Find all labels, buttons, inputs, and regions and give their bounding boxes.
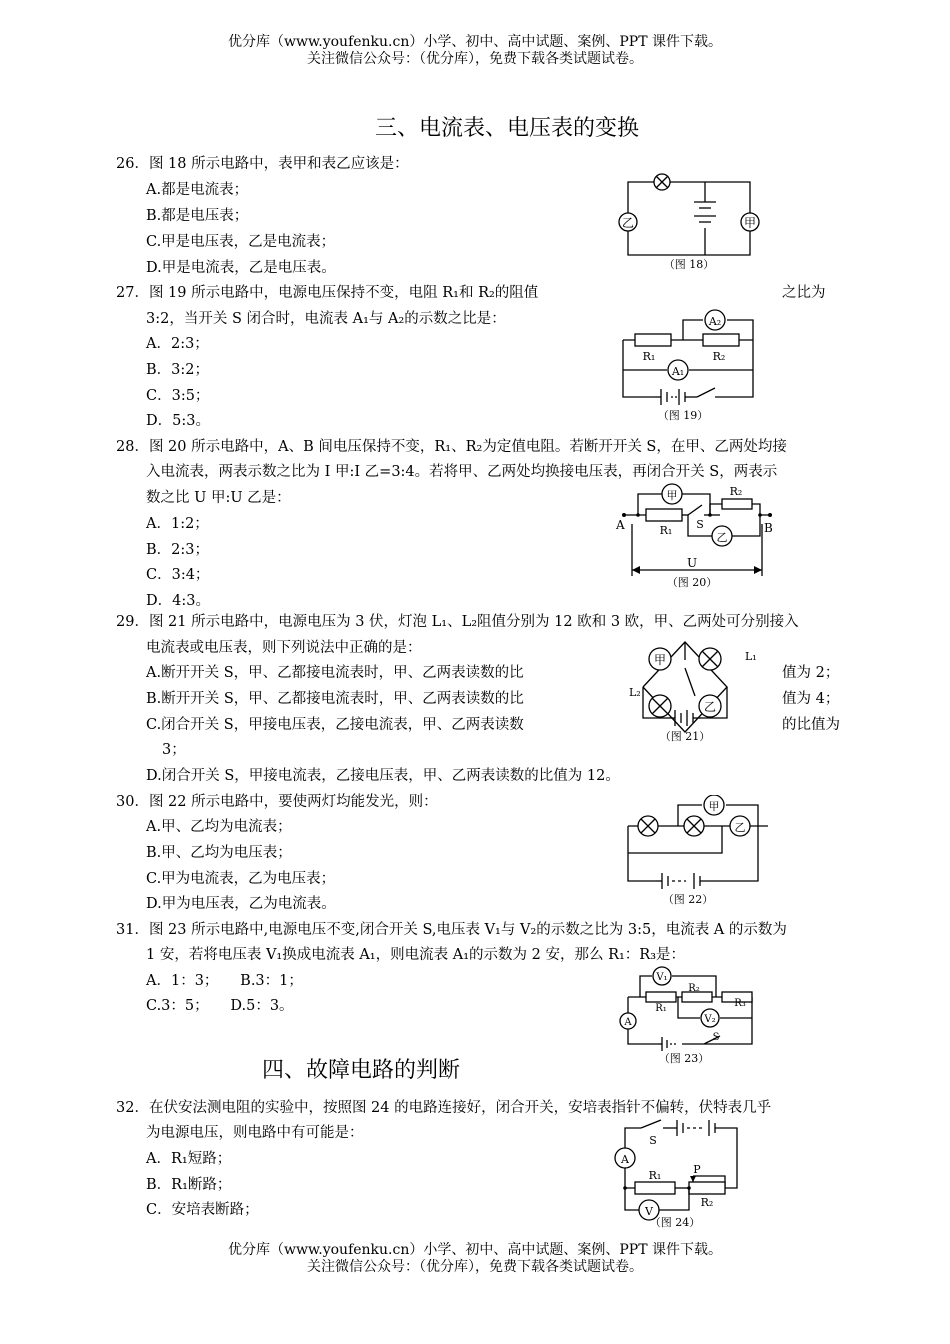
q29-option-a: A.断开开关 S，甲、乙都接电流表时，甲、乙两表读数的比 <box>146 665 524 681</box>
q30-option-a: A.甲、乙均为电流表； <box>146 819 292 835</box>
fig21-yi-label: 乙 <box>703 700 717 714</box>
fig23-r3-label: R₃ <box>734 998 746 1009</box>
fig24-caption: （图 24） <box>649 1216 701 1228</box>
q32-option-a: A．R₁短路； <box>146 1151 232 1167</box>
q31-stem-2: 1 安，若将电压表 V₁换成电流表 A₁，则电流表 A₁的示数为 2 安，那么 R₁：R₃是： <box>146 947 686 963</box>
fig20-b-label: B <box>764 521 773 535</box>
q31-options-ab: A．1：3； B.3：1； <box>146 973 303 989</box>
q29-stem-2: 电流表或电压表，则下列说法中正确的是： <box>146 640 422 656</box>
q30-option-b: B.甲、乙均为电压表； <box>146 845 292 861</box>
q32-stem-2: 为电源电压，则电路中有可能是： <box>146 1125 364 1141</box>
footer-line-2: 关注微信公众号：（优分库），免费下载各类试题试卷。 <box>307 1259 643 1275</box>
q29-stem-1: 29．图 21 所示电路中，电源电压为 3 伏，灯泡 L₁、L₂阻值分别为 12 欧和 3 欧，甲、乙两处可分别接入 <box>116 614 799 630</box>
q29-option-a-tail: 值为 2； <box>782 665 840 681</box>
fig20-u-label: U <box>686 556 698 570</box>
q26-option-a: A.都是电流表； <box>146 182 249 198</box>
fig18-jia-label: 甲 <box>743 216 757 230</box>
fig24-s-label: S <box>649 1134 657 1147</box>
q28-stem-2: 入电流表，两表示数之比为 I 甲:I 乙=3:4。若将甲、乙两处均换接电压表，再闭合开关 S，两表示 <box>146 464 778 480</box>
fig21-jia-label: 甲 <box>653 653 667 667</box>
fig24-a-label: A <box>621 1153 629 1166</box>
fig23-r2-label: R₂ <box>688 983 700 994</box>
q32-option-b: B．R₁断路； <box>146 1177 232 1193</box>
q31-options-cd: C.3：5； D.5：3。 <box>146 998 294 1014</box>
q30-option-d: D.甲为电压表，乙为电流表。 <box>146 896 336 912</box>
q26-stem: 26．图 18 所示电路中，表甲和表乙应该是： <box>116 156 409 172</box>
figure-24 <box>605 1118 755 1228</box>
fig20-r1-label: R₁ <box>659 524 673 537</box>
figure-19 <box>615 305 765 423</box>
fig21-caption: （图 21） <box>659 730 711 742</box>
fig22-yi-label: 乙 <box>734 821 746 834</box>
fig18-caption: （图 18） <box>663 258 715 270</box>
fig23-caption: （图 23） <box>658 1052 710 1064</box>
fig24-v-label: V <box>645 1205 653 1218</box>
q26-option-b: B.都是电压表； <box>146 208 249 224</box>
figure-22 <box>618 795 778 905</box>
q29-option-c-tail: 的比值为 <box>782 717 840 733</box>
header-line-1: 优分库（www.youfenku.cn）小学、初中、高中试题、案例、PPT 课件下载。 <box>227 34 722 50</box>
q29-option-c: C.闭合开关 S，甲接电压表，乙接电流表，甲、乙两表读数 <box>146 717 524 733</box>
fig20-a-label: A <box>616 518 625 532</box>
q32-option-c: C．安培表断路； <box>146 1202 259 1218</box>
section-title-4: 四、故障电路的判断 <box>262 1058 461 1083</box>
q29-option-d: D.闭合开关 S，甲接电流表，乙接电压表，甲、乙两表读数的比值为 12。 <box>146 768 620 784</box>
fig24-p-label: P <box>693 1163 701 1176</box>
fig18-yi-label: 乙 <box>621 216 635 230</box>
fig20-s-label: S <box>696 518 704 531</box>
q27-option-a: A．2:3； <box>146 336 209 352</box>
fig20-jia-label: 甲 <box>666 489 678 502</box>
fig23-v1-label: V₁ <box>656 972 668 983</box>
q28-option-d: D．4:3。 <box>146 593 210 609</box>
fig22-caption: （图 22） <box>662 893 714 905</box>
figure-20 <box>610 480 785 590</box>
header-line-2: 关注微信公众号：（优分库），免费下载各类试题试卷。 <box>307 51 643 67</box>
q29-option-c-end: 3； <box>162 742 186 758</box>
fig22-jia-label: 甲 <box>708 800 720 813</box>
q27-option-b: B．3:2； <box>146 362 209 378</box>
q32-stem-1: 32．在伏安法测电阻的实验中，按照图 24 的电路连接好，闭合开关，安培表指针不偏转，伏特表几乎 <box>116 1100 772 1116</box>
fig19-a1-label: A₁ <box>671 365 685 378</box>
fig19-r2-label: R₂ <box>712 350 726 363</box>
figure-21 <box>615 632 775 742</box>
q27-stem-1b: 之比为 <box>782 285 826 301</box>
q26-option-d: D.甲是电流表，乙是电压表。 <box>146 260 336 276</box>
q30-option-c: C.甲为电流表，乙为电压表； <box>146 871 336 887</box>
q27-stem-2: 3:2，当开关 S 闭合时，电流表 A₁与 A₂的示数之比是： <box>146 311 506 327</box>
q27-option-c: C．3:5； <box>146 388 210 404</box>
q30-stem: 30．图 22 所示电路中，要使两灯均能发光，则： <box>116 794 438 810</box>
fig24-r2-label: R₂ <box>700 1196 714 1209</box>
q26-option-c: C.甲是电压表，乙是电流表； <box>146 234 336 250</box>
fig19-r1-label: R₁ <box>642 350 656 363</box>
fig20-caption: （图 20） <box>666 576 718 589</box>
q27-stem-1: 27．图 19 所示电路中，电源电压保持不变，电阻 R₁和 R₂的阻值 <box>116 285 539 301</box>
fig20-r2-label: R₂ <box>729 485 743 498</box>
footer-line-1: 优分库（www.youfenku.cn）小学、初中、高中试题、案例、PPT 课件下载。 <box>227 1242 722 1258</box>
fig19-caption: （图 19） <box>657 409 709 422</box>
q29-option-b: B.断开开关 S，甲、乙都接电流表时，甲、乙两表读数的比 <box>146 691 524 707</box>
fig24-r1-label: R₁ <box>648 1169 662 1182</box>
q28-option-b: B．2:3； <box>146 542 209 558</box>
q28-option-c: C．3:4； <box>146 567 210 583</box>
q27-option-d: D．5:3。 <box>146 413 210 429</box>
fig23-a-label: A <box>624 1017 632 1028</box>
section-title-3: 三、电流表、电压表的变换 <box>374 116 639 141</box>
fig23-r1-label: R₁ <box>655 1003 667 1014</box>
fig23-v2-label: V₂ <box>704 1014 716 1025</box>
figure-23 <box>612 962 762 1064</box>
q28-stem-3: 数之比 U 甲:U 乙是： <box>146 490 291 506</box>
q29-option-b-tail: 值为 4； <box>782 691 840 707</box>
q28-option-a: A．1:2； <box>146 516 209 532</box>
fig21-l1-label: L₁ <box>745 650 757 663</box>
q31-stem-1: 31．图 23 所示电路中,电源电压不变,闭合开关 S,电压表 V₁与 V₂的示数之比为 3:5，电流表 A 的示数为 <box>116 922 787 938</box>
fig23-s-label: S <box>712 1032 720 1043</box>
fig21-l2-label: L₂ <box>629 686 641 699</box>
q28-stem-1: 28．图 20 所示电路中，A、B 间电压保持不变，R₁、R₂为定值电阻。若断开开关 S，在甲、乙两处均接 <box>116 439 787 455</box>
fig20-yi-label: 乙 <box>716 531 728 544</box>
figure-18 <box>610 170 770 270</box>
fig19-a2-label: A₂ <box>708 315 722 328</box>
